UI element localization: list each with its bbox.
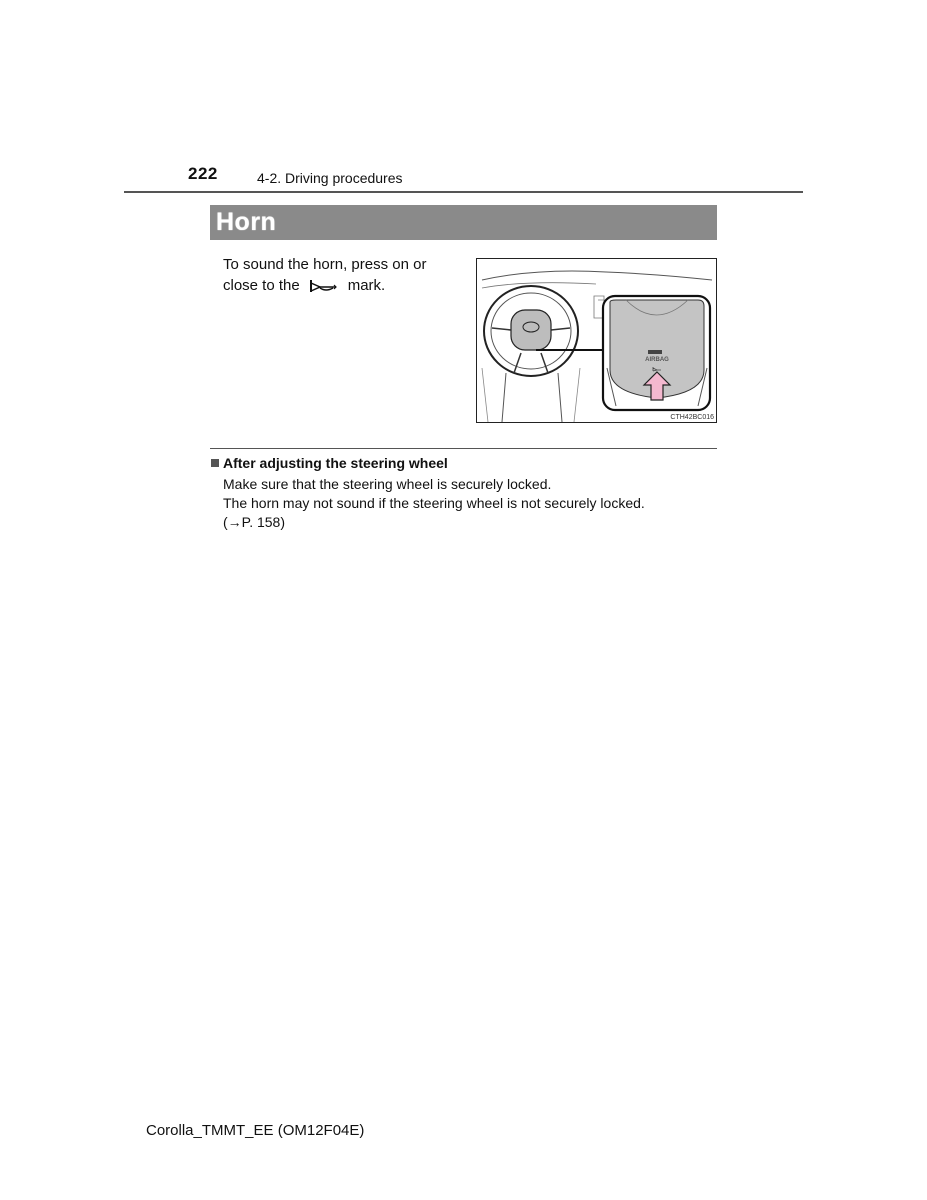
section-divider	[210, 448, 717, 449]
horn-symbol-icon	[308, 279, 338, 293]
section-header: 4-2. Driving procedures	[257, 170, 403, 186]
note-line-1: Make sure that the steering wheel is securely locked.	[223, 476, 552, 492]
body-line-1: To sound the horn, press on or	[223, 256, 427, 273]
footer-document-id: Corolla_TMMT_EE (OM12F04E)	[146, 1122, 365, 1139]
body-text	[223, 254, 465, 296]
header-divider	[124, 191, 803, 193]
body-line-2	[223, 275, 465, 296]
note-line-2: The horn may not sound if the steering wheel is not securely locked.	[223, 495, 645, 511]
steering-wheel-illustration	[476, 258, 717, 423]
note-heading-text: After adjusting the steering wheel	[223, 455, 448, 471]
note-page-reference: (→P. 158)	[223, 514, 285, 530]
body-line-2-end: mark.	[347, 277, 386, 294]
square-bullet-icon	[211, 459, 219, 467]
note-heading	[211, 455, 448, 471]
page-title: Horn	[216, 208, 277, 236]
note-body	[223, 475, 645, 532]
body-line-2-start: close to the	[223, 277, 300, 294]
steering-wheel-figure	[476, 258, 717, 423]
figure-code: CTH42BC016	[670, 414, 714, 421]
airbag-label: AIRBAG	[645, 357, 669, 363]
page-number: 222	[188, 164, 218, 183]
title-bar	[210, 205, 717, 240]
